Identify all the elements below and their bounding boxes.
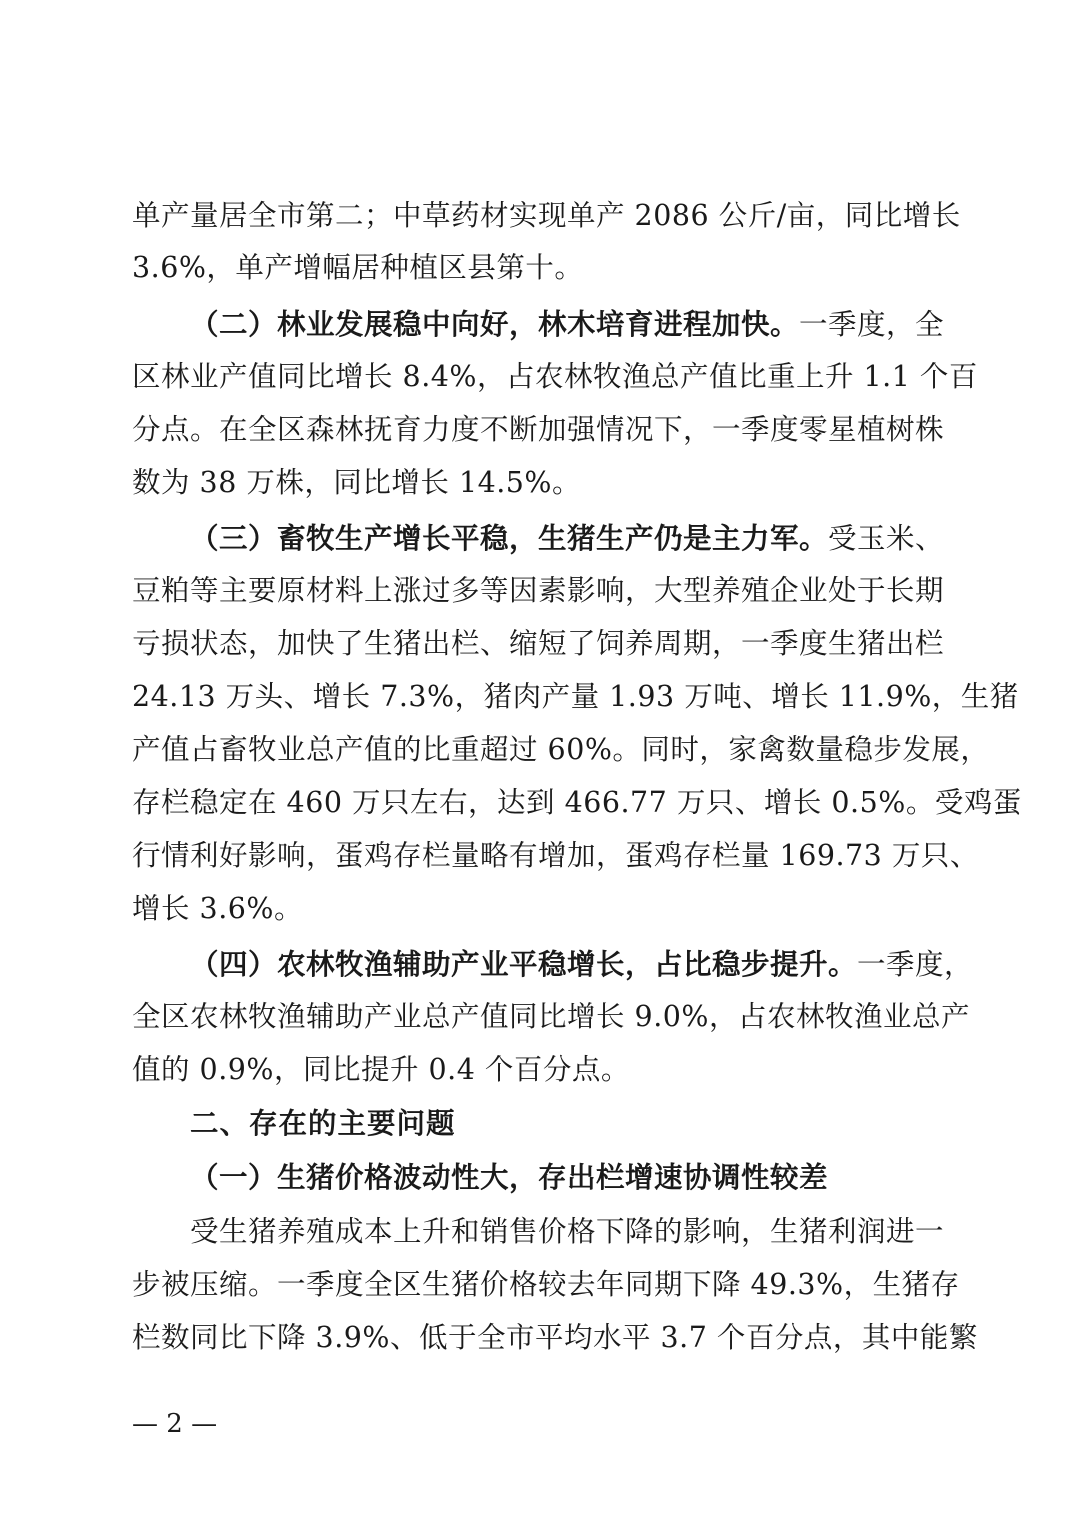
body-text-line: 单产量居全市第二；中草药材实现单产 2086 公斤/亩，同比增长 — [132, 199, 961, 232]
body-text-line: 亏损状态，加快了生猪出栏、缩短了饲养周期，一季度生猪出栏 — [132, 627, 945, 660]
section-lead: （二）林业发展稳中向好，林木培育进程加快。 — [190, 307, 800, 341]
section-lead-rest: 受玉米、 — [828, 522, 945, 555]
body-text-line: 受生猪养殖成本上升和销售价格下降的影响，生猪利润进一 — [190, 1215, 945, 1248]
section-lead: （四）农林牧渔辅助产业平稳增长，占比稳步提升。 — [190, 947, 858, 981]
section-paragraph-first-line — [190, 304, 945, 345]
body-text-line: 值的 0.9%，同比提升 0.4 个百分点。 — [132, 1053, 630, 1086]
section-heading: 二、存在的主要问题 — [190, 1107, 456, 1140]
body-text-line: 数为 38 万株，同比增长 14.5%。 — [132, 466, 581, 499]
body-text-line: 行情利好影响，蛋鸡存栏量略有增加，蛋鸡存栏量 169.73 万只、 — [132, 839, 979, 872]
section-lead-rest: 一季度， — [857, 948, 974, 981]
section-lead: （三）畜牧生产增长平稳，生猪生产仍是主力军。 — [190, 521, 829, 555]
body-text-line: 增长 3.6%。 — [132, 892, 303, 925]
body-text-line: 区林业产值同比增长 8.4%，占农林牧渔总产值比重上升 1.1 个百 — [132, 360, 978, 393]
body-text-line: 栏数同比下降 3.9%、低于全市平均水平 3.7 个百分点，其中能繁 — [132, 1321, 978, 1354]
section-lead-rest: 一季度，全 — [799, 308, 945, 341]
body-text-line: 豆粕等主要原材料上涨过多等因素影响，大型养殖企业处于长期 — [132, 574, 945, 607]
body-text-line: 产值占畜牧业总产值的比重超过 60%。同时，家禽数量稳步发展， — [132, 733, 990, 766]
body-text-line: 24.13 万头、增长 7.3%，猪肉产量 1.93 万吨、增长 11.9%，生猪 — [132, 680, 1019, 713]
section-paragraph-first-line — [190, 518, 945, 559]
body-text-line: 分点。在全区森林抚育力度不断加强情况下，一季度零星植树株 — [132, 413, 945, 446]
body-text-line: 全区农林牧渔辅助产业总产值同比增长 9.0%，占农林牧渔业总产 — [132, 1000, 970, 1033]
subsection-heading: （一）生猪价格波动性大，存出栏增速协调性较差 — [190, 1160, 829, 1194]
body-text-line: 步被压缩。一季度全区生猪价格较去年同期下降 49.3%，生猪存 — [132, 1268, 960, 1301]
body-text-line: 3.6%，单产增幅居种植区县第十。 — [132, 251, 584, 284]
body-text-line: 存栏稳定在 460 万只左右，达到 466.77 万只、增长 0.5%。受鸡蛋 — [132, 786, 1022, 819]
page-number: — 2 — — [132, 1409, 218, 1439]
section-paragraph-first-line — [190, 944, 974, 985]
